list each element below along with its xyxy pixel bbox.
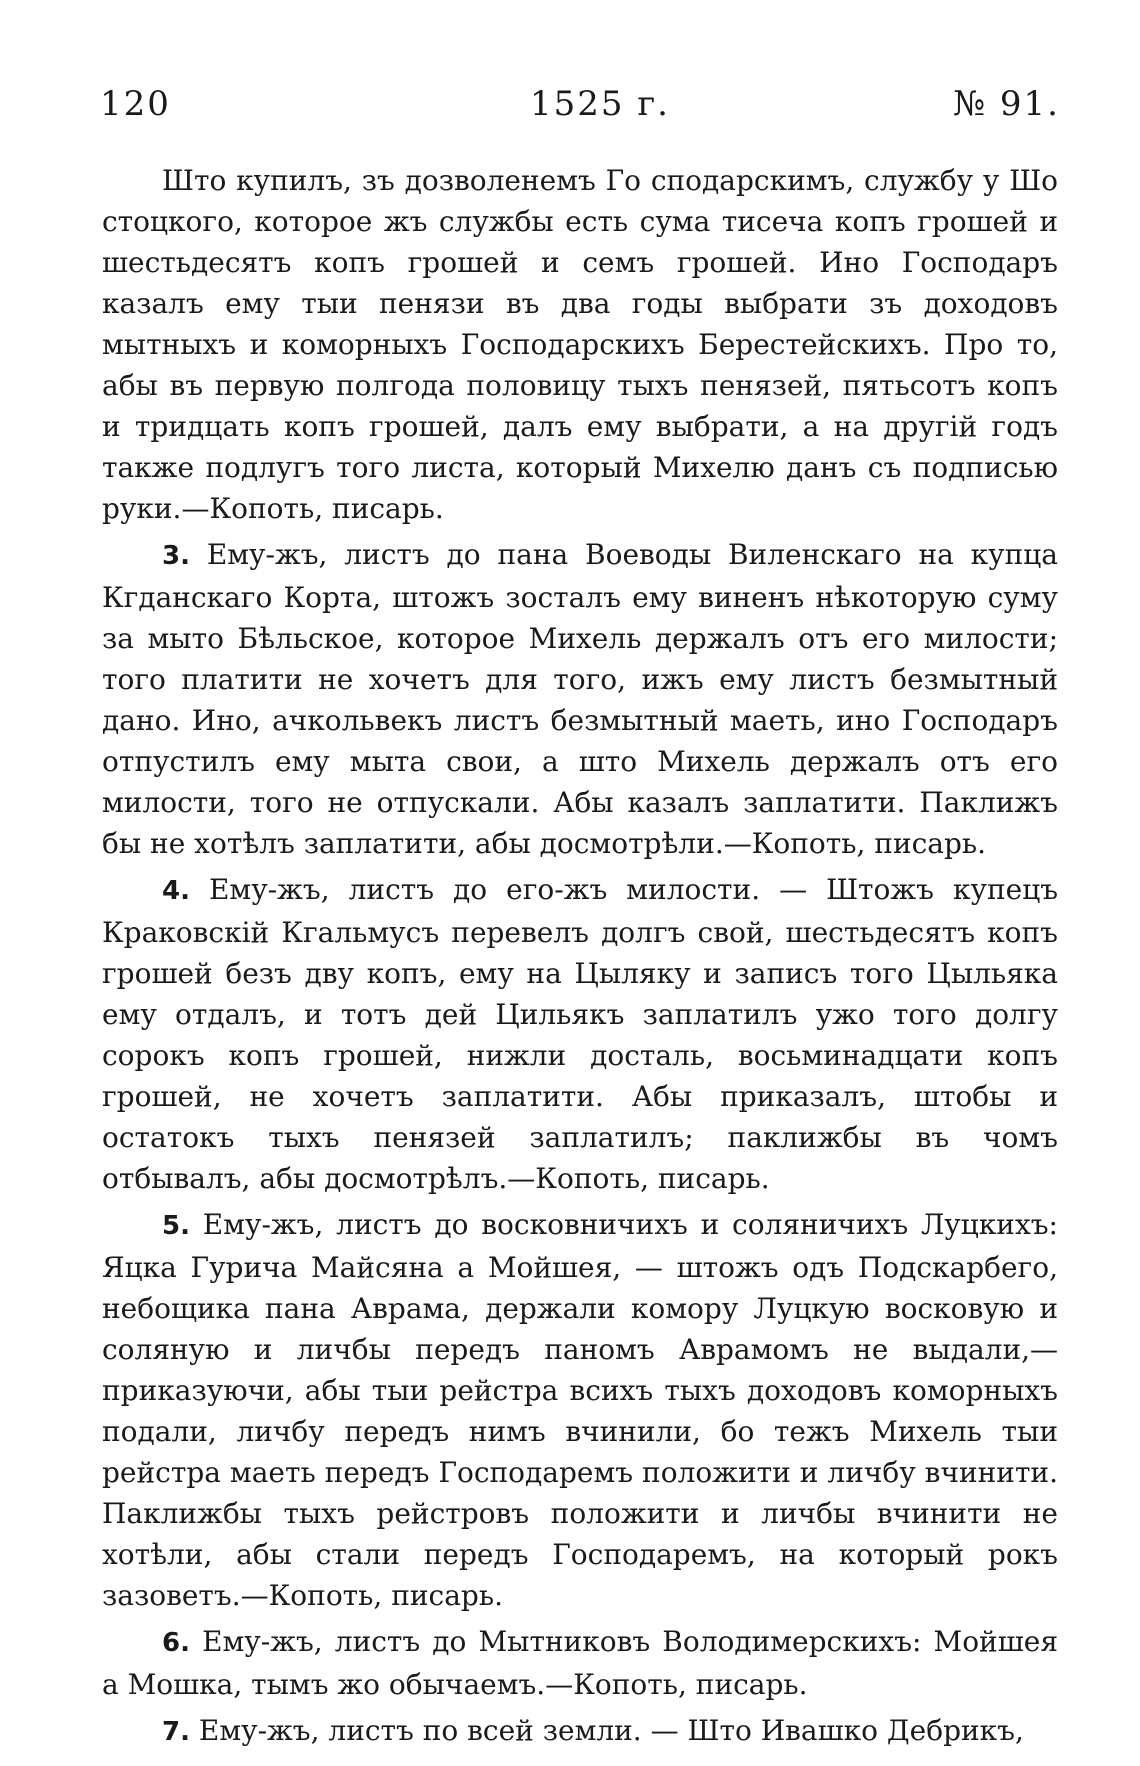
item-number: 6. [162, 1628, 190, 1658]
paragraph [102, 534, 1058, 864]
paragraph-text: Ему-жъ, листъ до его-жъ милости. — Штожъ купецъ Краковскій Кгальмусъ перевелъ долгъ свой, шестьдесятъ копъ грошей безъ дву копъ, ему на Цыляку и записъ того Цыльяка ему отдалъ, и тотъ дей Цильякъ заплатилъ ужо того долгу сорокъ копъ грошей, нижли досталь, восьминадцати копъ грошей, не хочетъ заплатити. Абы приказалъ, штобы и остатокъ тыхъ пенязей заплатилъ; паклижбы въ чомъ отбывалъ, абы досмотрѣлъ.—Копоть, писарь. [102, 873, 1059, 1195]
page-year: 1525 г. [530, 84, 670, 124]
paragraph-text: Ему-жъ, листъ до пана Воеводы Виленскаго на купца Кгданскаго Корта, штожъ зосталъ ему виненъ нѣкоторую суму за мыто Бѣльское, которое Михель держалъ отъ его милости; того платити не хочетъ для того, ижъ ему листъ безмытный дано. Ино, ачкольвекъ листъ безмытный маеть, ино Господаръ отпустилъ ему мыта свои, а што Михель держалъ отъ его милости, того не отпускали. Абы казалъ заплатити. Паклижъ бы не хотѣлъ заплатити, абы досмотрѣли.—Копоть, писарь. [102, 538, 1058, 860]
paragraph [102, 160, 1058, 529]
paragraph-text: Ему-жъ, листъ по всей земли. — Што Ивашко Дебрикъ, [198, 1714, 1024, 1747]
paragraph [102, 1204, 1058, 1616]
page-number: 120 [100, 84, 171, 124]
item-number: 7. [162, 1717, 190, 1747]
page-header [100, 84, 1060, 128]
paragraph [102, 1621, 1058, 1705]
document-number: № 91. [952, 84, 1060, 124]
paragraph [102, 869, 1058, 1199]
item-number: 4. [162, 876, 190, 906]
body-text [102, 160, 1058, 1758]
item-number: 5. [162, 1211, 190, 1241]
paragraph-text: Што купилъ, зъ дозволенемъ Го сподарскимъ, службу у Шо стоцкого, которое жъ службы есть сума тисеча копъ грошей и шестьдесятъ копъ грошей и семъ грошей. Ино Господаръ казалъ ему тыи пенязи въ два годы выбрати зъ доходовъ мытныхъ и коморныхъ Господарскихъ Берестейскихъ. Про то, абы въ первую полгода половицу тыхъ пенязей, пятьсотъ копъ и тридцать копъ грошей, далъ ему выбрати, а на другій годъ также подлугъ того листа, который Михелю данъ съ подписью руки.—Копоть, писарь. [102, 164, 1058, 525]
paragraph-text: Ему-жъ, листъ до восковничихъ и соляничихъ Луцкихъ: Яцка Гурича Майсяна а Мойшея, — штожъ одъ Подскарбего, небощика пана Аврама, держали комору Луцкую восковую и соляную и личбы передъ паномъ Аврамомъ не выдали,—приказуючи, абы тыи рейстра всихъ тыхъ доходовъ коморныхъ подали, личбу передъ нимъ вчинили, бо тежъ Михель тыи рейстра маеть передъ Господаремъ положити и личбу вчинити. Паклижбы тыхъ рейстровъ положити и личбы вчинити не хотѣли, абы стали передъ Господаремъ, на который рокъ зазоветъ.—Копоть, писарь. [102, 1208, 1058, 1612]
paragraph [102, 1710, 1058, 1753]
paragraph-text: Ему-жъ, листъ до Мытниковъ Володимерскихъ: Мойшея а Мошка, тымъ жо обычаемъ.—Копоть, писарь. [102, 1625, 1058, 1701]
item-number: 3. [162, 541, 190, 571]
